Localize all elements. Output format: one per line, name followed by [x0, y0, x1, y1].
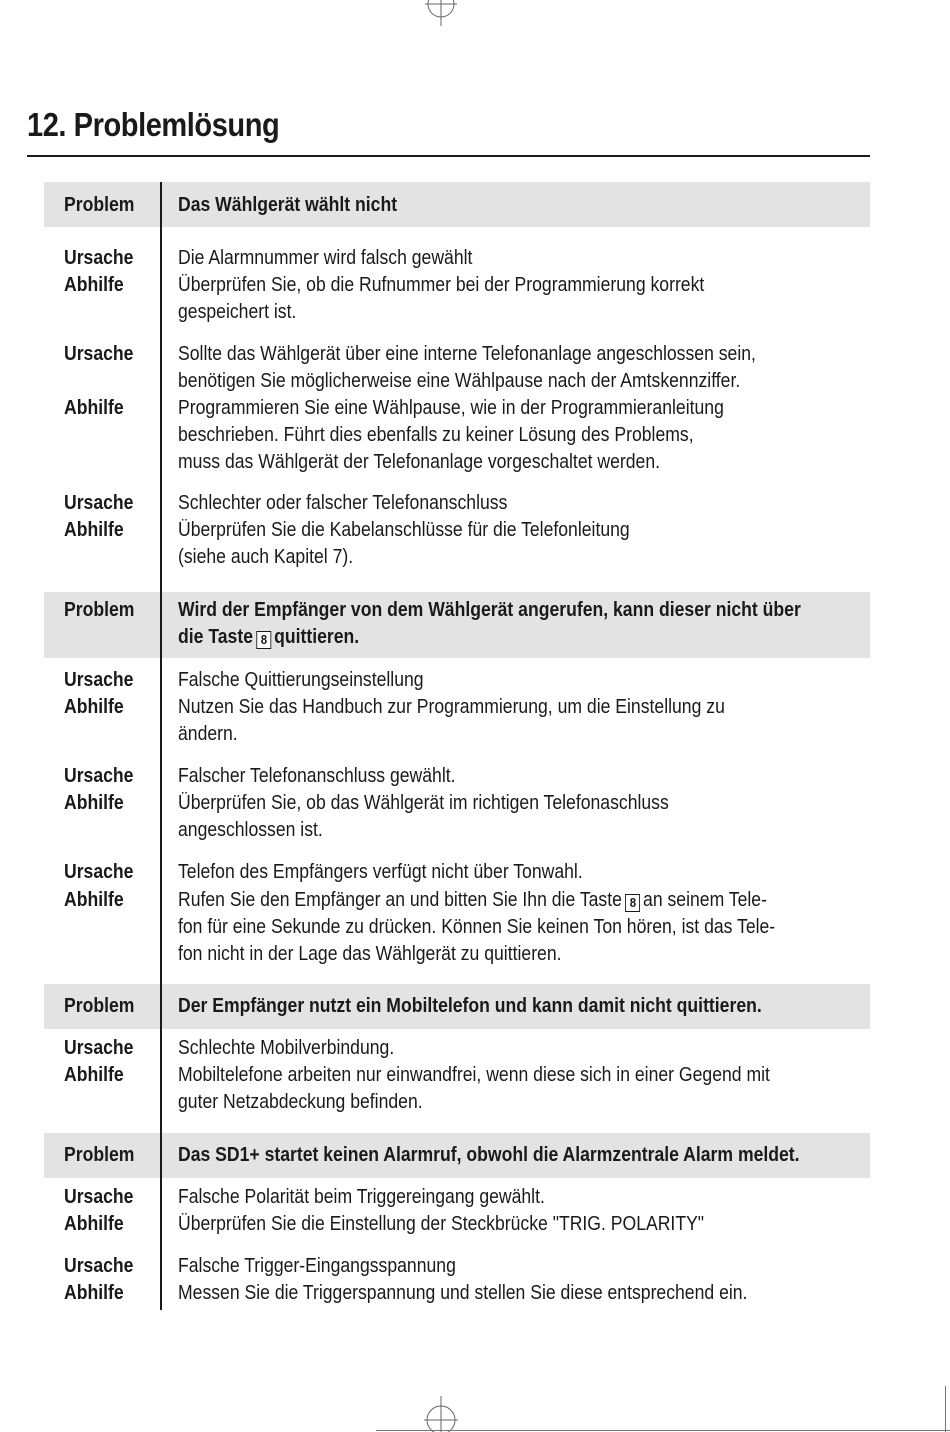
- abhilfe-label: Abhilfe: [64, 1213, 124, 1235]
- abhilfe-text: Überprüfen Sie, ob das Wählgerät im richtigen Telefonaschluss: [178, 792, 669, 814]
- abhilfe-text: gespeichert ist.: [178, 301, 297, 323]
- ursache-text: Falsche Quittierungseinstellung: [178, 669, 424, 691]
- abhilfe-text: Nutzen Sie das Handbuch zur Programmierung, um die Einstellung zu: [178, 696, 725, 718]
- problem-label: Problem: [64, 194, 135, 216]
- column-divider: [160, 182, 162, 1310]
- abhilfe-label: Abhilfe: [64, 1282, 124, 1304]
- abhilfe-label: Abhilfe: [64, 696, 124, 718]
- problem-title-3: Der Empfänger nutzt ein Mobiltelefon und kann damit nicht quittieren.: [178, 995, 762, 1017]
- ursache-text: Die Alarmnummer wird falsch gewählt: [178, 247, 473, 269]
- ursache-text: Telefon des Empfängers verfügt nicht über Tonwahl.: [178, 861, 583, 883]
- abhilfe-text: Messen Sie die Triggerspannung und stellen Sie diese entsprechend ein.: [178, 1282, 748, 1304]
- crop-mark-top: [421, 0, 461, 26]
- problem-title-1: Das Wählgerät wählt nicht: [178, 194, 398, 216]
- key-8-icon: 8: [257, 631, 272, 649]
- abhilfe-label: Abhilfe: [64, 274, 124, 296]
- abhilfe-text: angeschlossen ist.: [178, 819, 323, 841]
- abhilfe-text: beschrieben. Führt dies ebenfalls zu keiner Lösung des Problems,: [178, 424, 694, 446]
- ursache-label: Ursache: [64, 1255, 134, 1277]
- abhilfe-text: Überprüfen Sie, ob die Rufnummer bei der Programmierung korrekt: [178, 274, 705, 296]
- problem-title-4: Das SD1+ startet keinen Alarmruf, obwohl die Alarmzentrale Alarm meldet.: [178, 1144, 800, 1166]
- abhilfe-text: ändern.: [178, 723, 238, 745]
- crop-line-bottom: [376, 1430, 950, 1431]
- abhilfe-text: Mobiltelefone arbeiten nur einwandfrei, wenn diese sich in einer Gegend mit: [178, 1064, 770, 1086]
- ursache-text: Falsche Trigger-Eingangsspannung: [178, 1255, 456, 1277]
- problem-label: Problem: [64, 995, 135, 1017]
- abhilfe-label: Abhilfe: [64, 397, 124, 419]
- problem-label: Problem: [64, 1144, 135, 1166]
- abhilfe-text-part: Rufen Sie den Empfänger an und bitten Sie Ihn die Taste: [178, 889, 622, 911]
- title-rule: [27, 155, 870, 157]
- ursache-label: Ursache: [64, 343, 134, 365]
- ursache-label: Ursache: [64, 247, 134, 269]
- ursache-label: Ursache: [64, 492, 134, 514]
- abhilfe-text-line-1: [178, 887, 767, 914]
- crop-mark-bottom: [421, 1396, 461, 1432]
- ursache-label: Ursache: [64, 1186, 134, 1208]
- problem-title-2-line-2: [178, 624, 359, 651]
- ursache-label: Ursache: [64, 765, 134, 787]
- abhilfe-text: fon für eine Sekunde zu drücken. Können Sie keinen Ton hören, ist das Tele-: [178, 916, 776, 938]
- abhilfe-label: Abhilfe: [64, 519, 124, 541]
- ursache-text: Falscher Telefonanschluss gewählt.: [178, 765, 456, 787]
- problem-title-2-part: die Taste: [178, 626, 253, 648]
- problem-band-1: [44, 182, 870, 227]
- problem-title-2: Wird der Empfänger von dem Wählgerät angerufen, kann dieser nicht über: [178, 599, 801, 621]
- problem-label: Problem: [64, 599, 135, 621]
- abhilfe-text: guter Netzabdeckung befinden.: [178, 1091, 423, 1113]
- abhilfe-text: (siehe auch Kapitel 7).: [178, 546, 354, 568]
- crop-line-right: [945, 1386, 946, 1432]
- abhilfe-text: Überprüfen Sie die Kabelanschlüsse für die Telefonleitung: [178, 519, 630, 541]
- ursache-text: benötigen Sie möglicherweise eine Wählpause nach der Amtskennziffer.: [178, 370, 741, 392]
- key-8-icon: 8: [625, 894, 640, 912]
- ursache-text: Falsche Polarität beim Triggereingang gewählt.: [178, 1186, 545, 1208]
- abhilfe-text: Programmieren Sie eine Wählpause, wie in der Programmieranleitung: [178, 397, 724, 419]
- ursache-label: Ursache: [64, 1037, 134, 1059]
- ursache-label: Ursache: [64, 669, 134, 691]
- ursache-text: Schlechter oder falscher Telefonanschluss: [178, 492, 508, 514]
- abhilfe-text: fon nicht in der Lage das Wählgerät zu quittieren.: [178, 943, 562, 965]
- problem-title-2-part: quittieren.: [274, 626, 360, 648]
- ursache-text: Sollte das Wählgerät über eine interne Telefonanlage angeschlossen sein,: [178, 343, 756, 365]
- abhilfe-text-part: an seinem Tele-: [643, 889, 767, 911]
- abhilfe-label: Abhilfe: [64, 1064, 124, 1086]
- abhilfe-label: Abhilfe: [64, 889, 124, 911]
- page-title: 12. Problemlösung: [27, 106, 280, 143]
- abhilfe-text: muss das Wählgerät der Telefonanlage vorgeschaltet werden.: [178, 451, 661, 473]
- abhilfe-label: Abhilfe: [64, 792, 124, 814]
- ursache-label: Ursache: [64, 861, 134, 883]
- ursache-text: Schlechte Mobilverbindung.: [178, 1037, 395, 1059]
- abhilfe-text: Überprüfen Sie die Einstellung der Steckbrücke "TRIG. POLARITY": [178, 1213, 705, 1235]
